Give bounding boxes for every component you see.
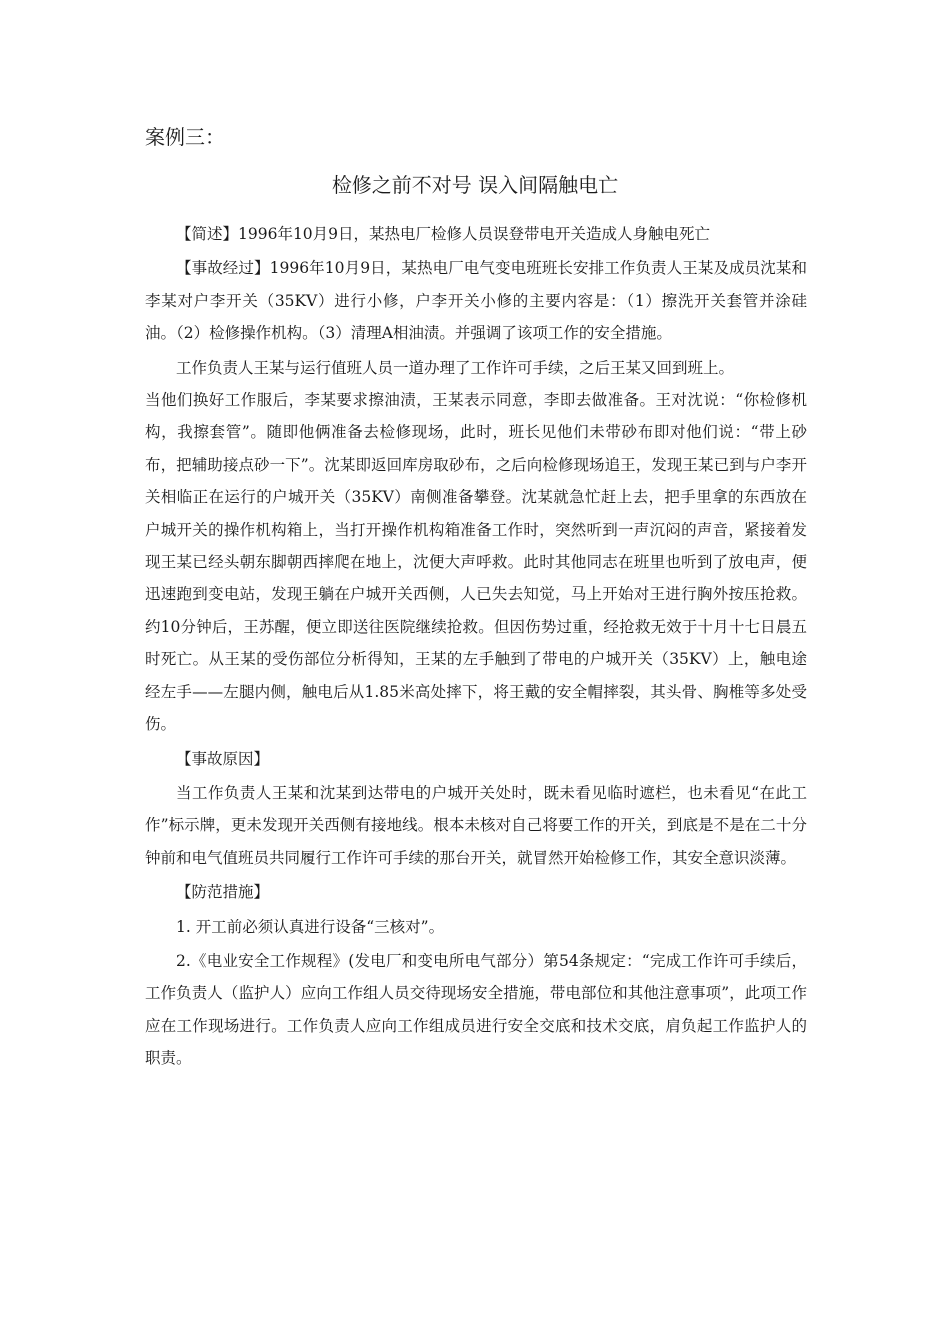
- document-title: 检修之前不对号 误入间隔触电亡: [331, 173, 619, 197]
- cause-heading: 【事故原因】: [176, 749, 270, 768]
- process-detail-paragraph: 当他们换好工作服后，李某要求擦油渍，王某表示同意，李即去做准备。王对沈说：“你检修机构，我擦套管”。随即他俩准备去检修现场，此时，班长见他们未带砂布即对他们说：“带上砂布，把辅助接点砂一下”。沈某即返回库房取砂布，之后向检修现场追王，发现王某已到与户李开关相临正在运行的户城开关（35KV）南侧准备攀登。沈某就急忙赶上去，把手里拿的东西放在户城开关的操作机构箱上，当打开操作机构箱准备工作时，突然听到一声沉闷的声音，紧接着发现王某已经头朝东脚朝西摔爬在地上，沈便大声呼救。此时其他同志在班里也听到了放电声，便迅速跑到变电站，发现王躺在户城开关西侧，人已失去知觉，马上开始对王进行胸外按压抢救。约10分钟后，王苏醒，便立即送往医院继续抢救。但因伤势过重，经抢救无效于十月十七日晨五时死亡。从王某的受伤部位分析得知，王某的左手触到了带电的户城开关（35KV）上，触电途经左手——左腿内侧，触电后从1.85米高处摔下，将王戴的安全帽摔裂，其头骨、胸椎等多处受伤。: [145, 391, 807, 734]
- summary-paragraph: 【简述】1996年10月9日，某热电厂检修人员误登带电开关造成人身触电死亡: [176, 225, 711, 243]
- cause-paragraph: 当工作负责人王某和沈某到达带电的户城开关处时，既未看见临时遮栏，也未看见“在此工作”标示牌，更未发现开关西侧有接地线。根本未核对自己将要工作的开关，到底是不是在二十分钟前和电气值班员共同履行工作许可手续的那台开关，就冒然开始检修工作，其安全意识淡薄。: [145, 783, 807, 867]
- document-body: [145, 218, 807, 1075]
- measure-item-1: 1. 开工前必须认真进行设备“三核对”。: [176, 917, 445, 936]
- process-paragraph: 【事故经过】1996年10月9日，某热电厂电气变电班班长安排工作负责人王某及成员沈某和李某对户李开关（35KV）进行小修，户李开关小修的主要内容是：（1）擦洗开关套管并涂硅油。（2）检修操作机构。（3）清理A相油渍。并强调了该项工作的安全措施。: [145, 259, 807, 343]
- measures-heading: 【防范措施】: [176, 883, 270, 902]
- process-continued-paragraph: 工作负责人王某与运行值班人员一道办理了工作许可手续，之后王某又回到班上。: [176, 358, 735, 377]
- case-label: 案例三：: [145, 125, 225, 149]
- measure-item-2: 2.《电业安全工作规程》(发电厂和变电所电气部分）第54条规定：“完成工作许可手续后，工作负责人（监护人）应向工作组人员交待现场安全措施，带电部位和其他注意事项”，此项工作应在工作现场进行。工作负责人应向工作组成员进行安全交底和技术交底，肩负起工作监护人的职责。: [145, 951, 807, 1068]
